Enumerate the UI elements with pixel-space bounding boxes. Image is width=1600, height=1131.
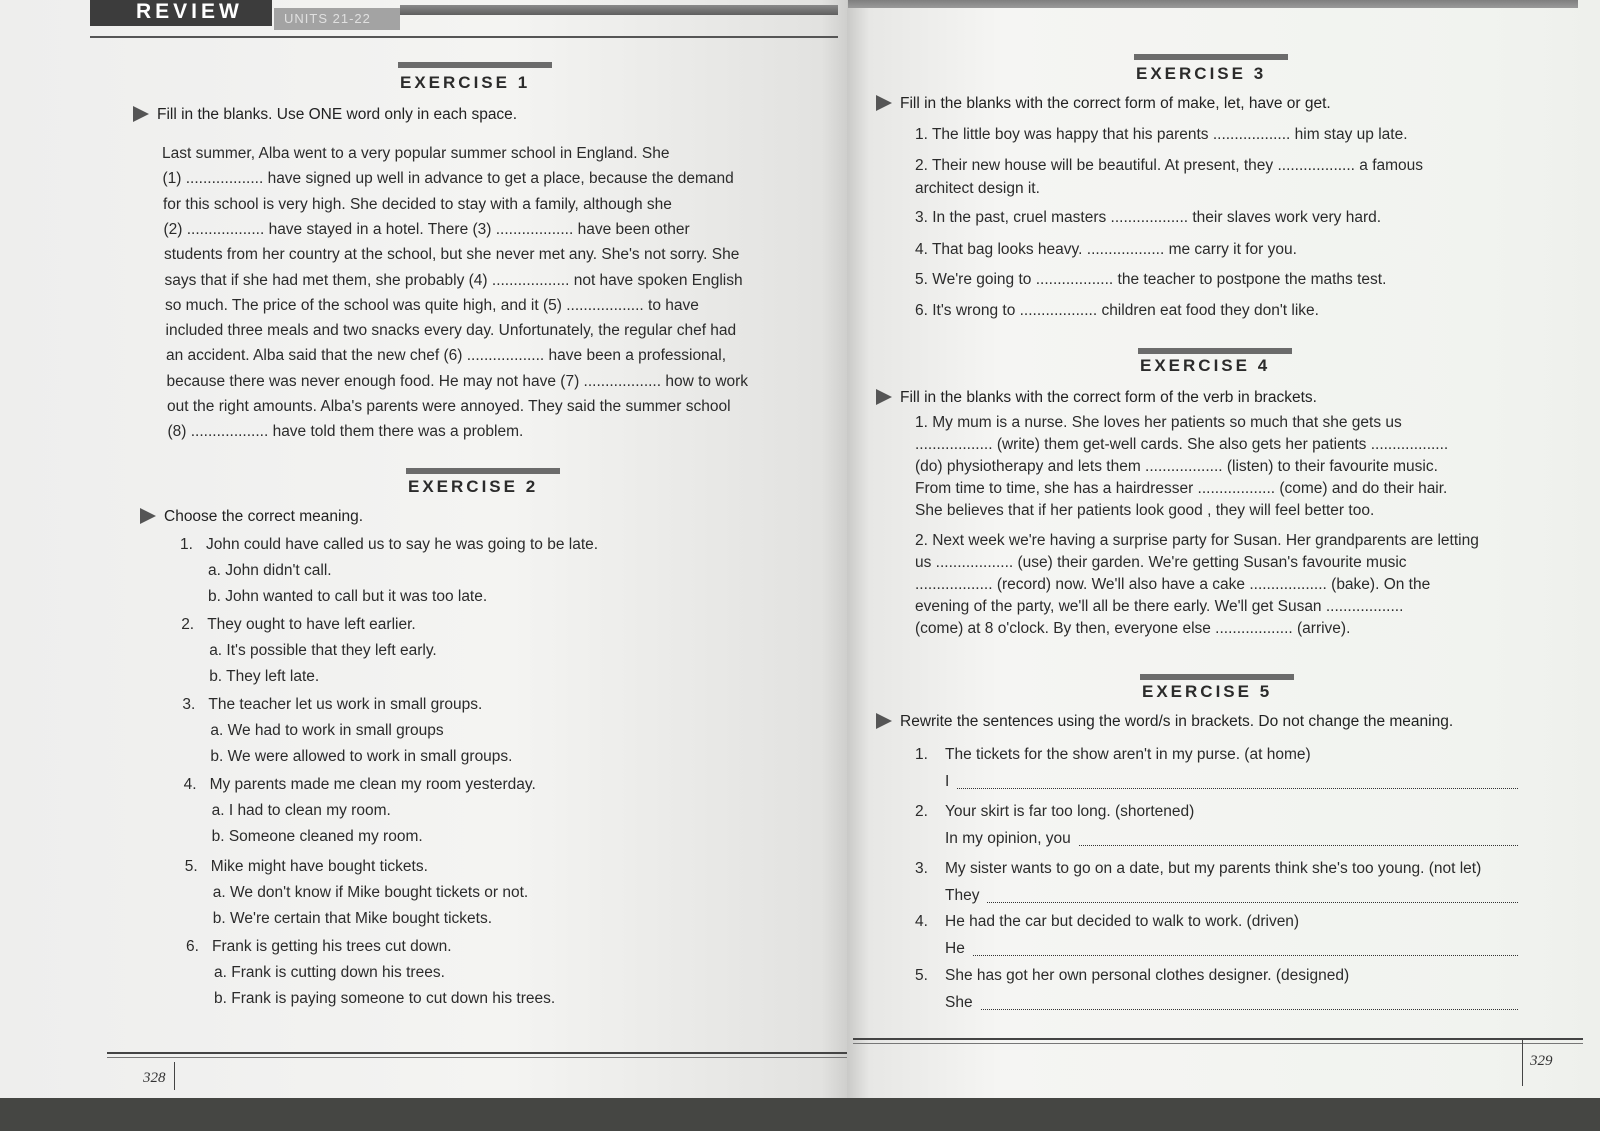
answer-line[interactable] <box>981 1008 1518 1010</box>
exercise-1-bar <box>398 62 552 68</box>
exercise-1-line: (8) .................. have told them there was a problem. <box>167 423 524 441</box>
exercise-2-question: 5. <box>184 858 198 875</box>
page-number-divider-right <box>1522 1040 1523 1086</box>
answer-line[interactable] <box>1079 844 1518 846</box>
exercise-2-option-b: b. They left late. <box>209 668 320 685</box>
exercise-1-line: (2) .................. have stayed in a hotel. There (3) .................. have been other <box>163 220 690 238</box>
exercise-2-option-b: b. We were allowed to work in small groups. <box>210 748 513 765</box>
exercise-4-line: (do) physiotherapy and lets them .................. (listen) to their favourite music. <box>915 458 1438 475</box>
exercise-3-item: 1. The little boy was happy that his parents .................. him stay up late. <box>915 126 1408 143</box>
exercise-3-item: 4. That bag looks heavy. .................. me carry it for you. <box>915 241 1297 258</box>
exercise-2-question-text: The teacher let us work in small groups. <box>208 696 483 713</box>
exercise-5-number: 4. <box>915 913 928 930</box>
exercise-5-answer-start: She <box>945 994 973 1011</box>
exercise-4-title: EXERCISE 4 <box>1140 356 1271 375</box>
exercise-5-question: She has got her own personal clothes designer. (designed) <box>945 967 1350 984</box>
exercise-2-bar <box>406 468 560 474</box>
footer-rule-right <box>853 1038 1583 1040</box>
exercise-4-line: .................. (write) them get-well cards. She also gets her patients .................. <box>915 436 1449 453</box>
exercise-3-item: 5. We're going to .................. the teacher to postpone the maths test. <box>915 271 1387 288</box>
page-number-right: 329 <box>1530 1053 1553 1069</box>
exercise-5-title: EXERCISE 5 <box>1142 682 1273 701</box>
exercise-3-item: 3. In the past, cruel masters .................. their slaves work very hard. <box>915 209 1382 226</box>
exercise-1-instruction: Fill in the blanks. Use ONE word only in each space. <box>133 106 517 124</box>
exercise-5-instruction: Rewrite the sentences using the word/s in brackets. Do not change the meaning. <box>876 713 1453 731</box>
exercise-4-instruction: Fill in the blanks with the correct form of the verb in brackets. <box>876 389 1317 407</box>
exercise-2-question: 2. <box>181 616 195 633</box>
exercise-2-option-b: b. Frank is paying someone to cut down his trees. <box>214 990 556 1007</box>
exercise-4-line: 1. My mum is a nurse. She loves her patients so much that she gets us <box>915 414 1402 431</box>
page-number-left: 328 <box>143 1070 166 1086</box>
exercise-2-option-a: a. We don't know if Mike bought tickets or not. <box>212 884 529 901</box>
exercise-2-option-a: a. I had to clean my room. <box>211 802 391 819</box>
answer-line[interactable] <box>987 901 1518 903</box>
footer-rule-left-thin <box>107 1057 847 1058</box>
units-label: UNITS 21-22 <box>284 11 371 26</box>
exercise-2-question-text: Mike might have bought tickets. <box>210 858 428 875</box>
scan-background <box>0 1098 1600 1131</box>
exercise-5-answer-start: He <box>945 940 965 957</box>
exercise-4-line: (come) at 8 o'clock. By then, everyone else .................. (arrive). <box>915 620 1351 637</box>
exercise-5-answer-start: In my opinion, you <box>945 830 1071 847</box>
exercise-4-line: .................. (record) now. We'll also have a cake .................. (bake). On the <box>915 576 1431 593</box>
exercise-5-answer-start: I <box>945 773 950 790</box>
footer-rule-left <box>107 1052 847 1054</box>
arrow-icon <box>876 389 892 405</box>
exercise-2-question: 1. <box>180 536 193 553</box>
exercise-2-option-b: b. John wanted to call but it was too late. <box>208 588 488 605</box>
exercise-4-line: evening of the party, we'll all be there early. We'll get Susan .................. <box>915 598 1404 615</box>
exercise-1-line: because there was never enough food. He may not have (7) .................. how to work <box>166 372 749 390</box>
exercise-1-line: students from her country at the school, but she never met any. She's not sorry. She <box>164 246 740 264</box>
exercise-3-bar <box>1134 54 1288 60</box>
arrow-icon <box>140 508 156 524</box>
arrow-icon <box>876 713 892 729</box>
header-rule-left <box>90 36 838 38</box>
exercise-1-line: Last summer, Alba went to a very popular summer school in England. She <box>162 145 670 162</box>
exercise-2-question-text: John could have called us to say he was going to be late. <box>206 536 599 553</box>
exercise-2-question: 4. <box>183 776 197 793</box>
exercise-2-title: EXERCISE 2 <box>408 477 539 496</box>
exercise-3-item: 6. It's wrong to .................. children eat food they don't like. <box>915 302 1319 319</box>
exercise-2-option-a: a. We had to work in small groups <box>210 722 444 739</box>
exercise-5-answer-start: They <box>945 887 980 904</box>
exercise-1-title: EXERCISE 1 <box>400 73 531 92</box>
exercise-1-line: says that if she had met them, she probably (4) .................. not have spoken English <box>164 271 743 289</box>
exercise-1-line: an accident. Alba said that the new chef (6) .................. have been a professional, <box>166 347 727 365</box>
exercise-5-question: The tickets for the show aren't in my purse. (at home) <box>945 746 1311 763</box>
exercise-3-item: architect design it. <box>915 180 1040 197</box>
exercise-2-option-b: b. Someone cleaned my room. <box>211 828 423 845</box>
exercise-4-line: us .................. (use) their garden. We're getting Susan's favourite music <box>915 554 1407 571</box>
exercise-2-option-a: a. Frank is cutting down his trees. <box>214 964 445 981</box>
exercise-4-line: From time to time, she has a hairdresser .................. (come) and do their hair. <box>915 480 1448 497</box>
exercise-4-line: She believes that if her patients look good , they will feel better too. <box>915 502 1375 519</box>
page-number-divider-left <box>174 1062 175 1090</box>
exercise-2-question-text: Frank is getting his trees cut down. <box>212 938 452 955</box>
exercise-5-number: 5. <box>915 967 928 984</box>
exercise-5-number: 1. <box>915 746 928 763</box>
answer-line[interactable] <box>973 954 1518 956</box>
exercise-2-question-text: They ought to have left earlier. <box>207 616 416 633</box>
exercise-1-line: for this school is very high. She decided to stay with a family, although she <box>163 195 672 213</box>
arrow-icon <box>876 95 892 111</box>
exercise-5-bar <box>1140 674 1294 680</box>
exercise-4-line: 2. Next week we're having a surprise party for Susan. Her grandparents are letting <box>915 532 1479 549</box>
exercise-3-instruction: Fill in the blanks with the correct form of make, let, have or get. <box>876 95 1331 113</box>
exercise-5-number: 2. <box>915 803 928 820</box>
footer-rule-right-thin <box>853 1043 1583 1044</box>
exercise-5-question: He had the car but decided to walk to work. (driven) <box>945 913 1300 930</box>
exercise-2-instruction: Choose the correct meaning. <box>140 508 363 526</box>
arrow-icon <box>133 106 149 122</box>
exercise-2-question: 3. <box>182 696 196 713</box>
exercise-5-number: 3. <box>915 860 928 877</box>
answer-line[interactable] <box>957 787 1518 789</box>
exercise-2-question: 6. <box>186 938 199 955</box>
exercise-5-question: Your skirt is far too long. (shortened) <box>945 803 1195 820</box>
exercise-2-option-a: a. John didn't call. <box>208 562 332 579</box>
exercise-4-bar <box>1138 348 1292 354</box>
exercise-1-line: out the right amounts. Alba's parents were annoyed. They said the summer school <box>167 398 731 415</box>
exercise-5-question: My sister wants to go on a date, but my parents think she's too young. (not let) <box>945 860 1482 877</box>
exercise-1-line: so much. The price of the school was quite high, and it (5) .................. to have <box>165 296 699 314</box>
exercise-1-line: included three meals and two snacks every day. Unfortunately, the regular chef had <box>165 322 737 340</box>
exercise-2-option-a: a. It's possible that they left early. <box>209 642 437 659</box>
header-strip-right <box>848 0 1578 8</box>
exercise-1-line: (1) .................. have signed up well in advance to get a place, because the demand <box>162 170 734 188</box>
review-label: REVIEW <box>136 0 243 23</box>
exercise-3-item: 2. Their new house will be beautiful. At present, they .................. a famous <box>915 157 1424 174</box>
exercise-3-title: EXERCISE 3 <box>1136 64 1267 83</box>
exercise-2-question-text: My parents made me clean my room yesterday. <box>209 776 536 793</box>
exercise-2-option-b: b. We're certain that Mike bought tickets. <box>212 910 493 927</box>
header-strip-left <box>400 5 838 15</box>
